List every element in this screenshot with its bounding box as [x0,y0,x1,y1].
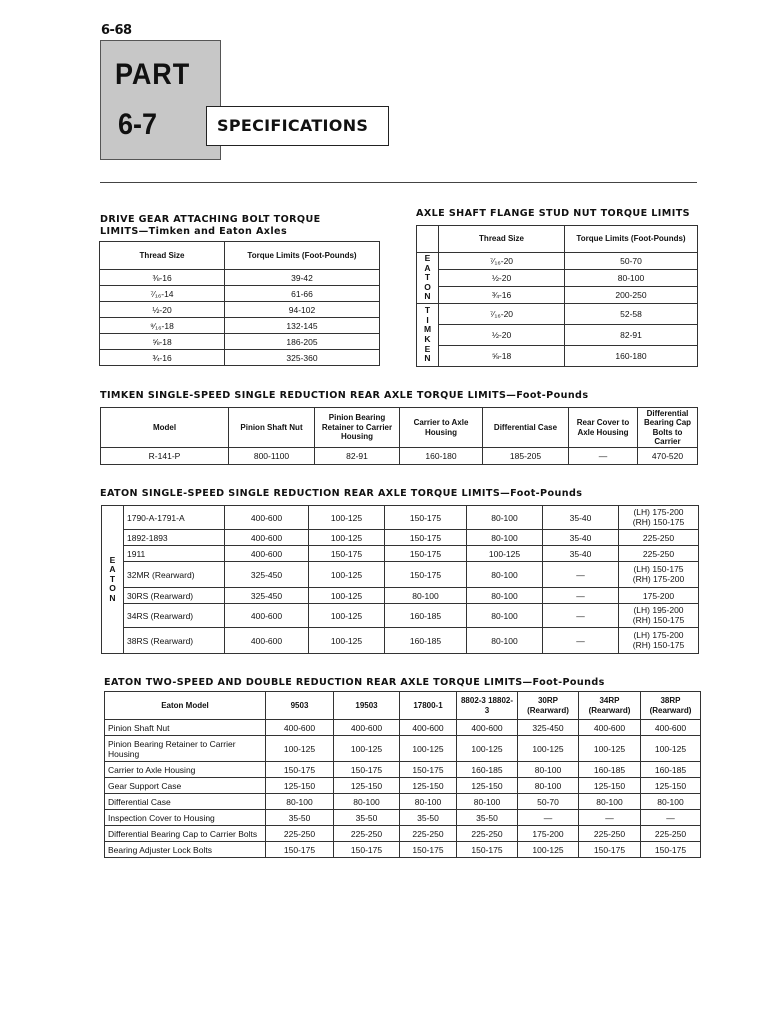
cell: — [641,810,701,826]
table-row [105,794,701,810]
table-row [105,842,701,858]
cell: 150-175 [385,546,467,562]
torque-limit: 39-42 [225,270,380,286]
cell: 80-100 [467,506,543,530]
table-row [102,628,699,654]
cell: 150-175 [579,842,641,858]
torque-limit: 186-205 [225,334,380,350]
cell: 225-250 [334,826,400,842]
cell: 100-125 [457,736,518,762]
col-header-30rp: 30RP (Rearward) [518,692,579,720]
cell: — [518,810,579,826]
cell: 35-40 [543,546,619,562]
table-row [100,302,380,318]
cell: 80-100 [518,778,579,794]
col-header-9503: 9503 [266,692,334,720]
thread-size: ¾-16 [100,350,225,366]
cell: — [543,604,619,628]
cell: 160-185 [579,762,641,778]
cell: 400-600 [579,720,641,736]
cell: 100-125 [309,588,385,604]
model: 1911 [124,546,225,562]
cell: 80-100 [334,794,400,810]
cell: 175-200 [619,588,699,604]
cell: 35-50 [334,810,400,826]
cell: 100-125 [518,842,579,858]
cell: 400-600 [266,720,334,736]
thread-size: ⁷⁄₁₆-20 [439,304,565,325]
cell: 80-100 [467,562,543,588]
row-label: Bearing Adjuster Lock Bolts [105,842,266,858]
cell: 325-450 [225,588,309,604]
cell: 160-185 [385,604,467,628]
table-row [105,810,701,826]
model: R-141-P [101,448,229,465]
cell: 100-125 [518,736,579,762]
cell: 35-40 [543,506,619,530]
table-row [105,778,701,794]
cell: 125-150 [334,778,400,794]
col-header-pinion-bearing-retainer: Pinion Bearing Retainer to Carrier Housing [315,408,400,448]
eaton-two-speed-table [104,691,701,858]
cell-line: (LH) 150-175 [633,564,684,574]
cell: 225-250 [266,826,334,842]
table-row [102,546,699,562]
timken-single-table [100,407,698,465]
eaton-single-title: EATON SINGLE-SPEED SINGLE REDUCTION REAR AXLE TORQUE LIMITS—Foot-Pounds [100,488,583,499]
torque-limit: 82-91 [565,325,698,346]
cell: 80-100 [467,530,543,546]
table-row [100,270,380,286]
cell: 80-100 [641,794,701,810]
table-row [102,562,699,588]
col-header-carrier-to-axle: Carrier to Axle Housing [400,408,483,448]
cell: 150-175 [400,762,457,778]
cell: 325-450 [225,562,309,588]
table-row [417,270,698,287]
cell: 225-250 [619,546,699,562]
col-header-rear-cover: Rear Cover to Axle Housing [569,408,638,448]
cell: — [569,448,638,465]
row-label: Pinion Bearing Retainer to Carrier Housing [105,736,266,762]
torque-limit: 61-66 [225,286,380,302]
cell-line: (LH) 175-200 [633,507,684,517]
cell: 160-185 [641,762,701,778]
cell: 185-205 [483,448,569,465]
timken-single-title: TIMKEN SINGLE-SPEED SINGLE REDUCTION REAR AXLE TORQUE LIMITS—Foot-Pounds [100,390,589,401]
cell-line: (RH) 150-175 [632,516,685,527]
model: 38RS (Rearward) [124,628,225,654]
cell: 125-150 [579,778,641,794]
cell: 800-1100 [229,448,315,465]
part-word: PART [115,58,191,91]
thread-size: ½-20 [439,270,565,287]
torque-limit: 200-250 [565,287,698,304]
cell: 100-125 [309,628,385,654]
cell: 150-175 [266,762,334,778]
cell-line: (LH) 195-200 [633,605,684,615]
model: 1892-1893 [124,530,225,546]
cell: 100-125 [309,562,385,588]
cell: 225-250 [641,826,701,842]
cell: 100-125 [641,736,701,762]
cell: 35-50 [457,810,518,826]
cell: 175-200 [518,826,579,842]
table-row [105,720,701,736]
cell: 470-520 [638,448,698,465]
torque-limit: 52-58 [565,304,698,325]
table-row [102,530,699,546]
cell: 125-150 [457,778,518,794]
torque-limit: 325-360 [225,350,380,366]
col-header-torque-limits: Torque Limits (Foot-Pounds) [225,242,380,270]
col-header-thread-size: Thread Size [439,226,565,253]
table-row [101,448,698,465]
table-row [100,350,380,366]
cell: 150-175 [385,506,467,530]
thread-size: ½-20 [100,302,225,318]
col-header-pinion-shaft-nut: Pinion Shaft Nut [229,408,315,448]
cell: 225-250 [400,826,457,842]
cell: 100-125 [309,604,385,628]
thread-size: ⅜-16 [100,270,225,286]
cell: 35-40 [543,530,619,546]
table-row [102,604,699,628]
part-number: 6-7 [118,108,158,141]
blank-header [417,226,439,253]
table-row [417,287,698,304]
model: 34RS (Rearward) [124,604,225,628]
cell: 150-175 [266,842,334,858]
cell: 400-600 [225,530,309,546]
cell: 150-175 [334,842,400,858]
table-row [100,318,380,334]
torque-limit: 160-180 [565,346,698,367]
thread-size: ⁷⁄₁₆-20 [439,253,565,270]
cell: 400-600 [334,720,400,736]
cell: — [543,562,619,588]
thread-size: ⅝-18 [100,334,225,350]
cell: 100-125 [579,736,641,762]
thread-size: ¾-16 [439,287,565,304]
eaton-side-label: E A T O N [102,506,124,654]
row-label: Differential Bearing Cap to Carrier Bolts [105,826,266,842]
page-number: 6-68 [101,23,132,38]
eaton-side-label: E A T O N [417,253,439,304]
cell: 400-600 [225,604,309,628]
cell: 100-125 [309,530,385,546]
eaton-two-speed-title: EATON TWO-SPEED AND DOUBLE REDUCTION REAR AXLE TORQUE LIMITS—Foot-Pounds [104,677,605,688]
cell: 35-50 [400,810,457,826]
cell: 80-100 [457,794,518,810]
page-title: SPECIFICATIONS [217,116,369,135]
axle-shaft-table [416,225,698,367]
cell: 80-100 [518,762,579,778]
table-row [102,506,699,530]
cell: 150-175 [334,762,400,778]
cell: 125-150 [266,778,334,794]
cell: 100-125 [266,736,334,762]
cell: 400-600 [457,720,518,736]
table-row [417,346,698,367]
col-header-eaton-model: Eaton Model [105,692,266,720]
cell: 100-125 [400,736,457,762]
table-row [102,588,699,604]
eaton-single-table [101,505,699,654]
col-header-model: Model [101,408,229,448]
cell: 160-185 [385,628,467,654]
cell: 82-91 [315,448,400,465]
cell: 150-175 [385,562,467,588]
table-row [105,762,701,778]
col-header-thread-size: Thread Size [100,242,225,270]
col-header-38rp: 38RP (Rearward) [641,692,701,720]
cell: 80-100 [266,794,334,810]
cell-line: (RH) 175-200 [632,573,685,584]
col-header-differential-bearing-cap: Differential Bearing Cap Bolts to Carrier [638,408,698,448]
cell: 150-175 [309,546,385,562]
cell: 125-150 [641,778,701,794]
table-row [105,826,701,842]
cell: 400-600 [225,628,309,654]
thread-size: ⁹⁄₁₆-18 [100,318,225,334]
row-label: Differential Case [105,794,266,810]
cell: 80-100 [467,588,543,604]
cell: 150-175 [641,842,701,858]
cell: 225-250 [457,826,518,842]
cell: 150-175 [457,842,518,858]
col-header-differential-case: Differential Case [483,408,569,448]
cell: 50-70 [518,794,579,810]
col-header-17800-1: 17800-1 [400,692,457,720]
col-header-8802-3: 8802-3 18802-3 [457,692,518,720]
row-label: Gear Support Case [105,778,266,794]
cell: 80-100 [385,588,467,604]
cell: 400-600 [225,506,309,530]
cell-line: (RH) 150-175 [632,639,685,650]
thread-size: ½-20 [439,325,565,346]
cell: 325-450 [518,720,579,736]
row-label: Pinion Shaft Nut [105,720,266,736]
drive-gear-title-line2: LIMITS—Timken and Eaton Axles [100,226,288,237]
cell: 225-250 [619,530,699,546]
cell: 35-50 [266,810,334,826]
table-row [100,286,380,302]
cell: 100-125 [334,736,400,762]
cell: — [543,628,619,654]
thread-size: ⁷⁄₁₆-14 [100,286,225,302]
cell: — [579,810,641,826]
model: 30RS (Rearward) [124,588,225,604]
cell: 125-150 [400,778,457,794]
cell: 80-100 [467,628,543,654]
thread-size: ⅝-18 [439,346,565,367]
cell: 150-175 [385,530,467,546]
table-row [105,736,701,762]
cell: 80-100 [400,794,457,810]
table-row [417,253,698,270]
drive-gear-table [99,241,380,366]
col-header-34rp: 34RP (Rearward) [579,692,641,720]
timken-side-label: T I M K E N [417,304,439,367]
cell-line: (RH) 150-175 [632,614,685,625]
torque-limit: 132-145 [225,318,380,334]
cell: — [543,588,619,604]
cell: 100-125 [467,546,543,562]
row-label: Inspection Cover to Housing [105,810,266,826]
cell: 100-125 [309,506,385,530]
model: 32MR (Rearward) [124,562,225,588]
cell: 80-100 [467,604,543,628]
header-divider [100,182,697,183]
col-header-torque-limits: Torque Limits (Foot-Pounds) [565,226,698,253]
drive-gear-title-line1: DRIVE GEAR ATTACHING BOLT TORQUE [100,214,321,225]
cell: 400-600 [400,720,457,736]
cell: 160-180 [400,448,483,465]
cell: 225-250 [579,826,641,842]
torque-limit: 50-70 [565,253,698,270]
table-row [100,334,380,350]
cell: 150-175 [400,842,457,858]
cell: 160-185 [457,762,518,778]
torque-limit: 80-100 [565,270,698,287]
model: 1790-A-1791-A [124,506,225,530]
row-label: Carrier to Axle Housing [105,762,266,778]
torque-limit: 94-102 [225,302,380,318]
cell: 80-100 [579,794,641,810]
cell: 400-600 [225,546,309,562]
cell-line: (LH) 175-200 [633,630,684,640]
table-row [417,304,698,325]
axle-shaft-title: AXLE SHAFT FLANGE STUD NUT TORQUE LIMITS [416,208,690,219]
col-header-19503: 19503 [334,692,400,720]
cell: 400-600 [641,720,701,736]
table-row [417,325,698,346]
